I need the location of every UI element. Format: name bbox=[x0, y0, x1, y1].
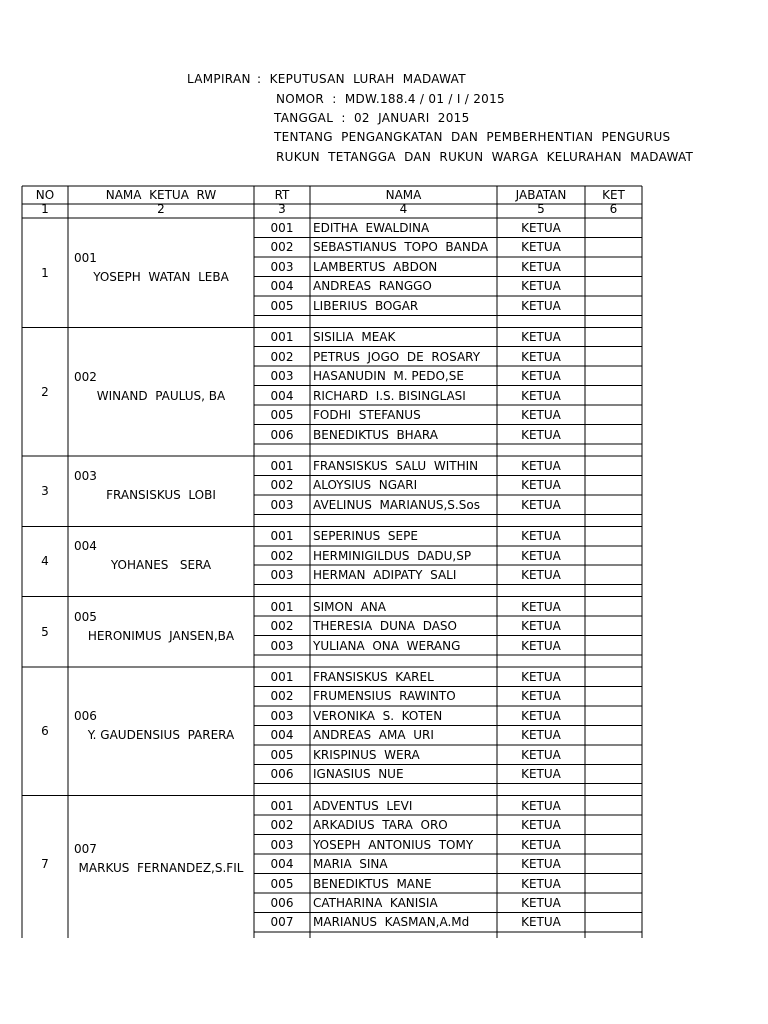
rw-chairman-name: FRANSISKUS LOBI bbox=[106, 488, 216, 502]
rt-number: 005 bbox=[270, 876, 294, 891]
rt-number: 001 bbox=[270, 529, 294, 544]
rt-number: 004 bbox=[270, 728, 294, 743]
member-role: KETUA bbox=[521, 818, 561, 833]
member-role: KETUA bbox=[521, 458, 561, 473]
rt-number: 003 bbox=[270, 837, 294, 852]
member-role: KETUA bbox=[521, 548, 561, 563]
rt-number: 003 bbox=[270, 568, 294, 583]
column-number: 5 bbox=[537, 202, 545, 216]
rt-number: 002 bbox=[270, 478, 294, 493]
member-role: KETUA bbox=[521, 599, 561, 614]
lampiran-value: : KEPUTUSAN LURAH MADAWAT bbox=[257, 72, 466, 86]
member-role: KETUA bbox=[521, 259, 561, 274]
member-name: AVELINUS MARIANUS,S.Sos bbox=[313, 497, 480, 512]
rt-number: 003 bbox=[270, 369, 294, 384]
member-role: KETUA bbox=[521, 221, 561, 235]
rt-number: 005 bbox=[270, 408, 294, 423]
rw-number: 006 bbox=[74, 709, 97, 723]
column-header: RT bbox=[274, 188, 290, 202]
member-name: VERONIKA S. KOTEN bbox=[313, 708, 443, 723]
member-role: KETUA bbox=[521, 767, 561, 782]
group-number: 5 bbox=[41, 625, 49, 639]
tentang-line-1: TENTANG PENGANGKATAN DAN PEMBERHENTIAN PENGURUS bbox=[274, 130, 671, 144]
rt-number: 005 bbox=[270, 298, 294, 313]
rt-number: 001 bbox=[270, 330, 294, 345]
rw-chairman-name: MARKUS FERNANDEZ,S.FIL bbox=[78, 861, 244, 875]
rw-number: 004 bbox=[74, 539, 97, 553]
member-role: KETUA bbox=[521, 876, 561, 891]
member-name: ANDREAS RANGGO bbox=[313, 279, 432, 294]
rt-number: 001 bbox=[270, 670, 294, 684]
rt-number: 003 bbox=[270, 259, 294, 274]
column-number: 2 bbox=[157, 202, 165, 216]
member-name: ARKADIUS TARA ORO bbox=[313, 818, 448, 833]
rt-number: 007 bbox=[270, 915, 294, 930]
column-header: NO bbox=[35, 188, 55, 202]
member-name: YULIANA ONA WERANG bbox=[313, 638, 461, 653]
member-name: PETRUS JOGO DE ROSARY bbox=[313, 349, 481, 364]
member-name: SEBASTIANUS TOPO BANDA bbox=[313, 240, 489, 255]
column-header: NAMA KETUA RW bbox=[105, 188, 217, 202]
member-name: BENEDIKTUS BHARA bbox=[313, 427, 438, 442]
member-role: KETUA bbox=[521, 478, 561, 493]
member-name: RICHARD I.S. BISINGLASI bbox=[313, 388, 466, 403]
member-name: MARIA SINA bbox=[313, 857, 388, 872]
rw-chairman-name: YOSEPH WATAN LEBA bbox=[93, 270, 229, 284]
member-name: HASANUDIN M. PEDO,SE bbox=[313, 369, 464, 384]
member-role: KETUA bbox=[521, 728, 561, 743]
rw-number: 003 bbox=[74, 469, 97, 483]
member-role: KETUA bbox=[521, 857, 561, 872]
rt-number: 003 bbox=[270, 708, 294, 723]
rt-number: 001 bbox=[270, 458, 294, 473]
member-name: ALOYSIUS NGARI bbox=[313, 478, 418, 493]
column-number: 6 bbox=[609, 202, 618, 216]
rt-number: 002 bbox=[270, 619, 294, 634]
rt-number: 001 bbox=[270, 798, 294, 813]
rt-number: 006 bbox=[270, 767, 294, 782]
member-role: KETUA bbox=[521, 279, 561, 294]
rw-number: 001 bbox=[74, 251, 97, 265]
member-name: LAMBERTUS ABDON bbox=[313, 259, 438, 274]
rw-chairman-name: HERONIMUS JANSEN,BA bbox=[87, 629, 235, 643]
member-name: EDITHA EWALDINA bbox=[313, 221, 430, 235]
member-role: KETUA bbox=[521, 895, 561, 910]
member-name: SIMON ANA bbox=[313, 599, 386, 614]
rw-number: 007 bbox=[74, 842, 97, 856]
rt-number: 004 bbox=[270, 279, 294, 294]
rt-number: 006 bbox=[270, 895, 294, 910]
group-number: 3 bbox=[41, 484, 49, 498]
group-number: 7 bbox=[41, 857, 49, 871]
member-name: LIBERIUS BOGAR bbox=[313, 298, 419, 313]
member-role: KETUA bbox=[521, 638, 561, 653]
rt-number: 003 bbox=[270, 638, 294, 653]
group-number: 1 bbox=[41, 266, 49, 280]
tanggal-line: TANGGAL : 02 JANUARI 2015 bbox=[274, 111, 470, 125]
member-name: HERMAN ADIPATY SALI bbox=[313, 568, 457, 583]
member-role: KETUA bbox=[521, 798, 561, 813]
rw-chairman-name: WINAND PAULUS, BA bbox=[96, 389, 226, 403]
rw-number: 002 bbox=[74, 370, 97, 384]
rt-number: 002 bbox=[270, 240, 294, 255]
member-role: KETUA bbox=[521, 369, 561, 384]
rt-number: 004 bbox=[270, 857, 294, 872]
rt-number: 001 bbox=[270, 221, 294, 235]
member-name: ADVENTUS LEVI bbox=[313, 798, 413, 813]
member-name: HERMINIGILDUS DADU,SP bbox=[313, 548, 472, 563]
member-role: KETUA bbox=[521, 529, 561, 544]
member-role: KETUA bbox=[521, 349, 561, 364]
member-role: KETUA bbox=[521, 427, 561, 442]
member-role: KETUA bbox=[521, 240, 561, 255]
column-header: JABATAN bbox=[515, 188, 567, 202]
rt-number: 003 bbox=[270, 497, 294, 512]
member-name: THERESIA DUNA DASO bbox=[313, 619, 457, 634]
member-role: KETUA bbox=[521, 330, 561, 345]
group-number: 2 bbox=[41, 385, 49, 399]
rt-number: 002 bbox=[270, 349, 294, 364]
member-name: FRUMENSIUS RAWINTO bbox=[313, 689, 456, 704]
rt-number: 002 bbox=[270, 689, 294, 704]
member-role: KETUA bbox=[521, 837, 561, 852]
rt-number: 002 bbox=[270, 548, 294, 563]
rt-number: 001 bbox=[270, 599, 294, 614]
rt-number: 002 bbox=[270, 818, 294, 833]
member-name: SISILIA MEAK bbox=[313, 330, 396, 345]
group-number: 4 bbox=[41, 554, 49, 568]
member-name: BENEDIKTUS MANE bbox=[313, 876, 432, 891]
member-role: KETUA bbox=[521, 388, 561, 403]
rw-chairman-name: Y. GAUDENSIUS PARERA bbox=[87, 728, 235, 742]
member-name: FRANSISKUS SALU WITHIN bbox=[313, 458, 479, 473]
member-name: CATHARINA KANISIA bbox=[313, 895, 438, 910]
member-name: FRANSISKUS KAREL bbox=[313, 670, 434, 684]
lampiran-label: LAMPIRAN bbox=[187, 72, 251, 86]
member-role: KETUA bbox=[521, 497, 561, 512]
member-role: KETUA bbox=[521, 708, 561, 723]
rw-chairman-name: YOHANES SERA bbox=[110, 558, 212, 572]
member-role: KETUA bbox=[521, 747, 561, 762]
column-number: 4 bbox=[399, 202, 408, 216]
rt-number: 006 bbox=[270, 427, 294, 442]
member-role: KETUA bbox=[521, 408, 561, 423]
member-name: YOSEPH ANTONIUS TOMY bbox=[313, 837, 474, 852]
member-name: MARIANUS KASMAN,A.Md bbox=[313, 915, 470, 930]
tentang-line-2: RUKUN TETANGGA DAN RUKUN WARGA KELURAHAN MADAWAT bbox=[276, 150, 694, 164]
member-name: KRISPINUS WERA bbox=[313, 747, 420, 762]
member-name: IGNASIUS NUE bbox=[313, 767, 404, 782]
member-role: KETUA bbox=[521, 619, 561, 634]
column-number: 3 bbox=[278, 202, 286, 216]
nomor-line: NOMOR : MDW.188.4 / 01 / I / 2015 bbox=[276, 92, 505, 106]
rt-number: 005 bbox=[270, 747, 294, 762]
member-role: KETUA bbox=[521, 298, 561, 313]
member-role: KETUA bbox=[521, 568, 561, 583]
group-number: 6 bbox=[41, 724, 49, 738]
member-role: KETUA bbox=[521, 689, 561, 704]
member-role: KETUA bbox=[521, 915, 561, 930]
member-role: KETUA bbox=[521, 670, 561, 684]
member-name: SEPERINUS SEPE bbox=[313, 529, 418, 544]
column-number: 1 bbox=[41, 202, 49, 216]
member-name: ANDREAS AMA URI bbox=[313, 728, 434, 743]
column-header: NAMA bbox=[385, 188, 422, 202]
rt-number: 004 bbox=[270, 388, 294, 403]
rw-number: 005 bbox=[74, 610, 97, 624]
member-name: FODHI STEFANUS bbox=[313, 408, 421, 423]
column-header: KET bbox=[602, 188, 625, 202]
